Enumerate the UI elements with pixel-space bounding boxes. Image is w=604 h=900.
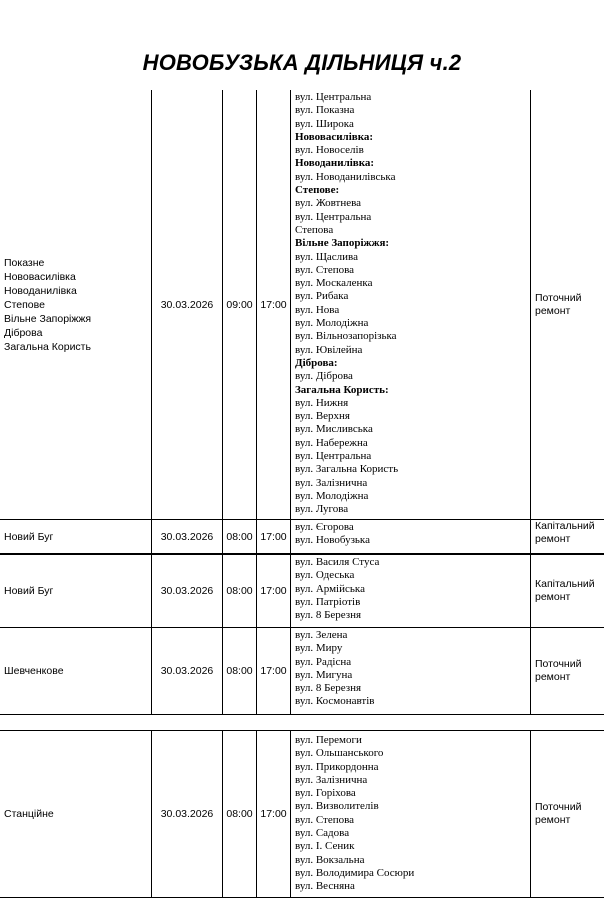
work-type-line: ремонт xyxy=(535,591,571,603)
start-time-cell: 09:00 xyxy=(223,90,257,519)
streets-cell xyxy=(291,555,531,627)
locality-header: Степове: xyxy=(295,184,340,197)
street-line: вул. Василя Стуса xyxy=(295,556,380,568)
street-line: вул. Жовтнева xyxy=(295,197,362,210)
work-type-line: Поточний xyxy=(535,801,582,813)
work-type-cell xyxy=(531,520,604,553)
settlements-cell xyxy=(0,731,152,897)
street-line: вул. Єгорова xyxy=(295,521,354,533)
street-line: вул. Вокзальна xyxy=(295,853,365,866)
table-row xyxy=(0,730,604,898)
street-line: вул. Центральна xyxy=(295,91,372,103)
work-type-line: Поточний xyxy=(535,291,582,304)
end-time-cell: 17:00 xyxy=(257,90,291,519)
work-type-cell xyxy=(531,555,604,627)
work-type-line: Поточний xyxy=(535,658,582,670)
settlement-name: Степове xyxy=(4,298,45,311)
settlement-name: Шевченкове xyxy=(4,665,64,677)
street-line: вул. Степова xyxy=(295,813,355,826)
street-line: вул. Горіхова xyxy=(295,787,356,800)
street-line: вул. Весняна xyxy=(295,880,355,893)
work-type-line: ремонт xyxy=(535,304,571,317)
street-line: вул. Мисливська xyxy=(295,423,373,436)
street-line: вул. 8 Березня xyxy=(295,682,362,695)
locality-header: Нововасилівка: xyxy=(295,130,374,143)
street-line: вул. Діброва xyxy=(295,370,353,383)
street-line: вул. Нижня xyxy=(295,396,349,409)
table-row xyxy=(0,520,604,554)
street-line: вул. Центральна xyxy=(295,210,372,223)
street-line: вул. Космонавтів xyxy=(295,695,375,708)
street-line: вул. Мигуна xyxy=(295,668,353,681)
street-line: вул. Армійська xyxy=(295,582,365,595)
street-line: вул. Верхня xyxy=(295,410,350,423)
work-type-line: ремонт xyxy=(535,814,571,826)
settlement-name: Новоданилівка xyxy=(4,284,77,297)
end-time-cell: 17:00 xyxy=(257,628,291,714)
locality-header: Вільне Запоріжжя: xyxy=(295,237,390,250)
street-line: вул. Новоселів xyxy=(295,144,364,157)
street-line: вул. Молодіжна xyxy=(295,317,369,330)
street-line: вул. Центральна xyxy=(295,450,372,463)
date-cell: 30.03.2026 xyxy=(152,628,223,714)
locality-header: Новоданилівка: xyxy=(295,157,375,170)
street-line: вул. Залізнична xyxy=(295,773,368,786)
street-line: вул. Одеська xyxy=(295,569,355,582)
work-type-cell xyxy=(531,90,604,519)
start-time-cell: 08:00 xyxy=(223,731,257,897)
street-line: вул. Набережна xyxy=(295,436,368,449)
settlement-name: Діброва xyxy=(4,326,43,339)
street-line: вул. Рибака xyxy=(295,290,349,303)
settlements-cell xyxy=(0,628,152,714)
streets-cell xyxy=(291,520,531,553)
street-line: вул. 8 Березня xyxy=(295,609,362,622)
street-line: вул. Володимира Сосюри xyxy=(295,866,415,879)
street-line: вул. Патріотів xyxy=(295,595,361,608)
locality-header: Діброва: xyxy=(295,356,338,369)
table-row xyxy=(0,628,604,715)
streets-cell xyxy=(291,628,531,714)
street-line: вул. Вільнозапорізька xyxy=(295,330,397,343)
street-line: вул. Зелена xyxy=(295,629,348,641)
street-line: вул. Щаслива xyxy=(295,250,358,263)
street-line: вул. Залізнична xyxy=(295,476,368,489)
settlements-cell xyxy=(0,555,152,627)
date-cell: 30.03.2026 xyxy=(152,731,223,897)
settlement-name: Новий Буг xyxy=(4,530,54,543)
settlement-name: Нововасилівка xyxy=(4,270,76,283)
street-line: вул. Ольшанського xyxy=(295,747,384,760)
street-line: вул. Новоданилівська xyxy=(295,170,396,183)
settlements-cell xyxy=(0,520,152,553)
street-line: Степова xyxy=(295,223,334,236)
settlement-name: Вільне Запоріжжя xyxy=(4,312,92,325)
start-time-cell: 08:00 xyxy=(223,555,257,627)
page-title: НОВОБУЗЬКА ДІЛЬНИЦЯ ч.2 xyxy=(142,50,462,75)
table-row xyxy=(0,90,604,520)
locality-header: Загальна Користь: xyxy=(295,383,389,396)
work-type-cell xyxy=(531,628,604,714)
street-line: вул. Новобузька xyxy=(295,534,370,547)
streets-cell xyxy=(291,731,531,897)
settlement-name: Новий Буг xyxy=(4,585,54,597)
street-line: вул. Степова xyxy=(295,263,355,276)
settlement-name: Станційне xyxy=(4,808,54,820)
street-line: вул. Визволителів xyxy=(295,800,379,813)
street-line: вул. Ювілейна xyxy=(295,343,363,356)
street-line: вул. Молодіжна xyxy=(295,489,369,502)
work-type-line: Капітальний xyxy=(535,578,595,590)
settlement-name: Показне xyxy=(4,256,45,269)
street-line: вул. Загальна Користь xyxy=(295,463,399,476)
table-row xyxy=(0,554,604,628)
street-line: вул. Радісна xyxy=(295,655,352,668)
street-line: вул. Прикордонна xyxy=(295,760,379,773)
street-line: вул. Перемоги xyxy=(295,734,362,746)
street-line: вул. Москаленка xyxy=(295,277,373,290)
work-type-cell xyxy=(531,731,604,897)
street-line: вул. Нова xyxy=(295,303,340,316)
settlements-cell xyxy=(0,90,152,519)
work-type-line: ремонт xyxy=(535,533,571,545)
street-line: вул. Миру xyxy=(295,642,343,655)
street-line: вул. Садова xyxy=(295,827,350,840)
street-line: вул. І. Сеник xyxy=(295,840,355,853)
end-time-cell: 17:00 xyxy=(257,520,291,553)
date-cell: 30.03.2026 xyxy=(152,555,223,627)
street-line: вул. Лугова xyxy=(295,503,349,516)
street-line: вул. Показна xyxy=(295,104,355,117)
start-time-cell: 08:00 xyxy=(223,520,257,553)
date-cell: 30.03.2026 xyxy=(152,90,223,519)
streets-cell xyxy=(291,90,531,519)
work-type-line: ремонт xyxy=(535,671,571,683)
date-cell: 30.03.2026 xyxy=(152,520,223,553)
end-time-cell: 17:00 xyxy=(257,731,291,897)
work-type-line: Капітальний xyxy=(535,520,595,532)
start-time-cell: 08:00 xyxy=(223,628,257,714)
end-time-cell: 17:00 xyxy=(257,555,291,627)
street-line: вул. Широка xyxy=(295,117,354,130)
settlement-name: Загальна Користь xyxy=(4,340,91,353)
